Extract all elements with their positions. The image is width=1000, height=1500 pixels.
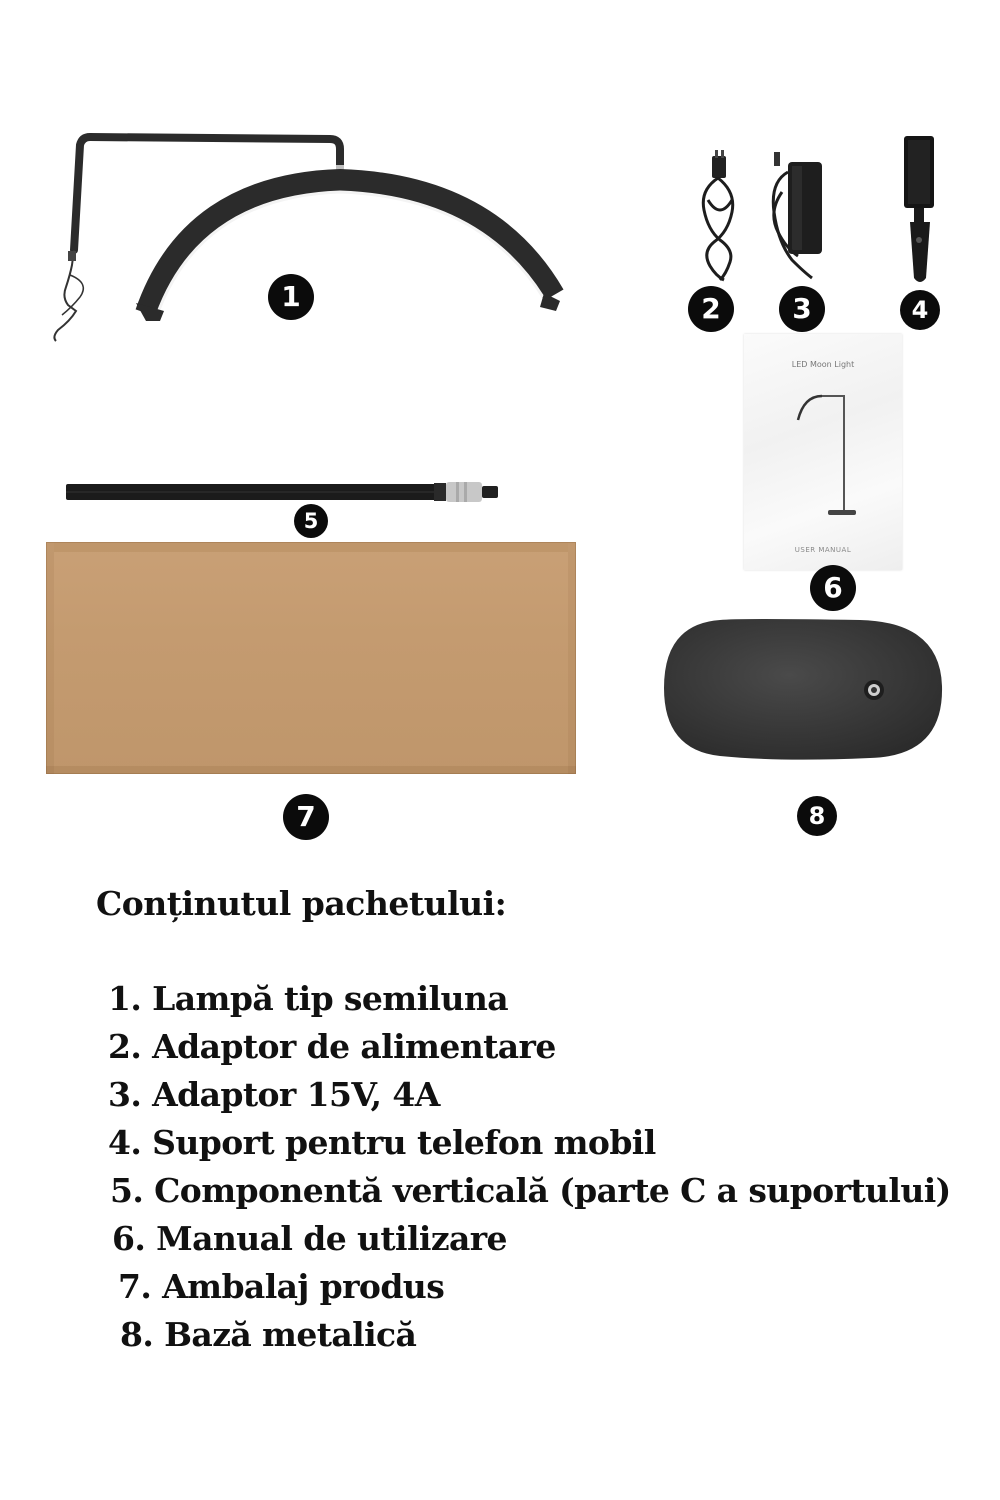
item-6-badge: 6	[810, 565, 856, 611]
half-moon-lamp-icon	[40, 125, 580, 350]
list-item: 6. Manual de utilizare	[112, 1219, 507, 1258]
metal-base-icon	[660, 616, 946, 762]
product-box-icon	[46, 542, 576, 774]
list-item: 5. Componentă verticală (parte C a suportului)	[110, 1171, 951, 1210]
list-item: 1. Lampă tip semiluna	[108, 979, 509, 1018]
item-1-badge: 1	[268, 274, 314, 320]
manual-lamp-illustration	[790, 392, 860, 522]
package-contents-heading: Conținutul pachetului:	[96, 884, 507, 923]
manual-footer: USER MANUAL	[794, 546, 852, 554]
list-item: 4. Suport pentru telefon mobil	[108, 1123, 656, 1162]
list-item: 8. Bază metalică	[120, 1315, 417, 1354]
item-3-badge: 3	[779, 286, 825, 332]
item-5-badge: 5	[294, 504, 328, 538]
package-contents	[96, 884, 976, 1359]
item-8-badge: 8	[797, 796, 837, 836]
list-item: 7. Ambalaj produs	[118, 1267, 445, 1306]
vertical-pole-icon	[64, 478, 504, 506]
item-2-badge: 2	[688, 286, 734, 332]
item-4-badge: 4	[900, 290, 940, 330]
power-cord-icon	[690, 150, 750, 285]
list-item: 3. Adaptor 15V, 4A	[108, 1075, 440, 1114]
item-7-badge: 7	[283, 794, 329, 840]
manual-title: LED Moon Light	[791, 360, 855, 369]
package-contents-list	[96, 975, 976, 1359]
phone-holder-icon	[896, 132, 944, 288]
list-item: 2. Adaptor de alimentare	[108, 1027, 556, 1066]
user-manual-icon	[744, 334, 902, 570]
power-adapter-icon	[764, 152, 834, 284]
